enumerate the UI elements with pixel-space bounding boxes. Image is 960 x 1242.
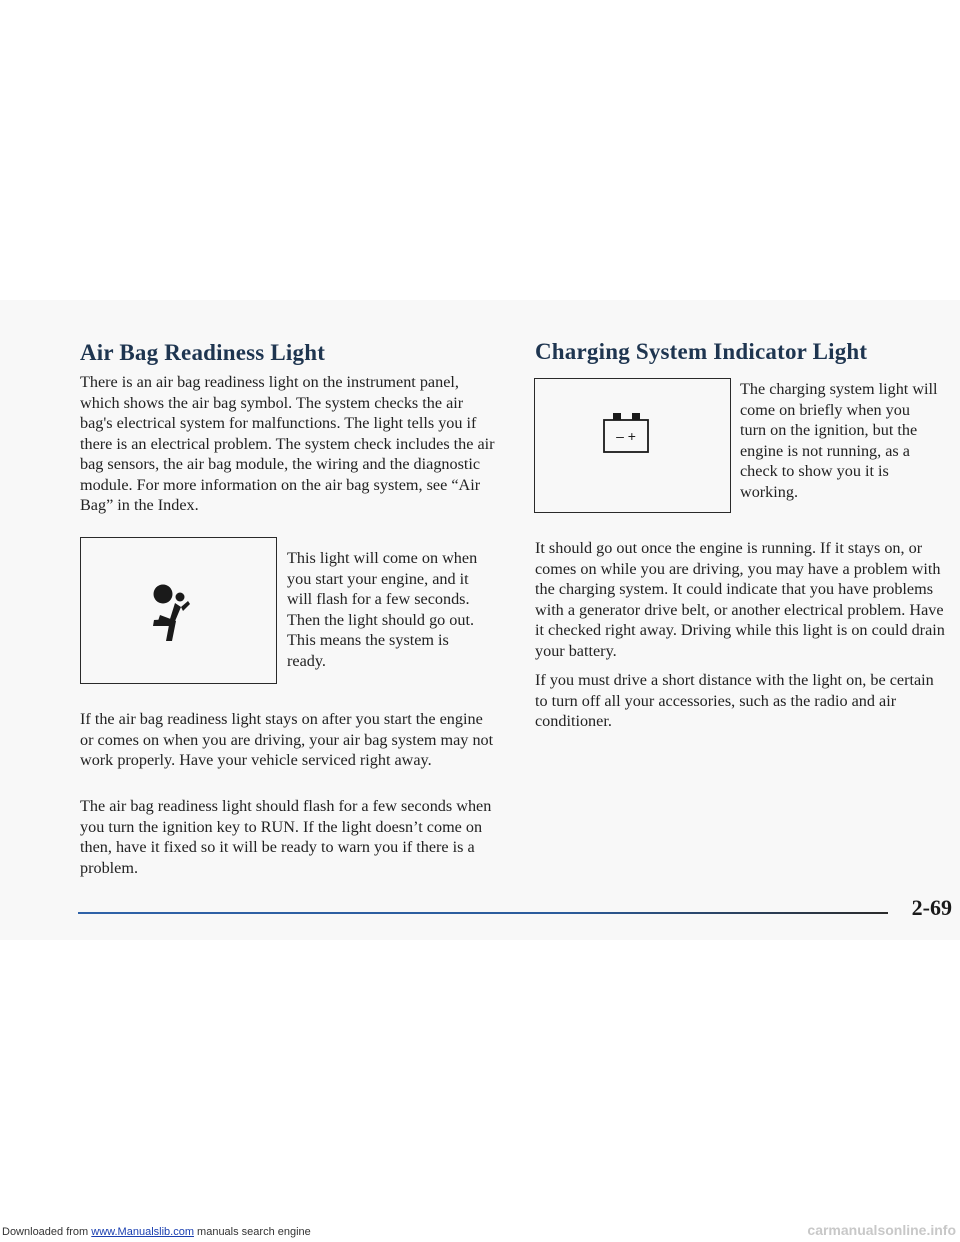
air-bag-heading: Air Bag Readiness Light (80, 340, 326, 365)
download-prefix: Downloaded from (2, 1226, 92, 1238)
air-bag-icon-box (80, 537, 277, 684)
charging-icon-caption: The charging system light will come on briefly when you turn on the ignition, but the engine is not running, as a check to show you it is working. (740, 380, 938, 501)
air-bag-para-3: The air bag readiness light should flash for a few seconds when you turn the ignition key to RUN. If the light doesn’t come on then, have it fixed so it will be ready to warn you if there is a problem. (80, 797, 492, 877)
air-bag-icon-caption: This light will come on when you start your engine, and it will flash for a few seconds. Then the light should go out. This means the system is ready. (287, 549, 478, 670)
download-footer (2, 1226, 311, 1238)
watermark: carmanualsonline.info (807, 1222, 956, 1238)
charging-para-2: If you must drive a short distance with the light on, be certain to turn off all your accessories, such as the radio and air conditioner. (535, 671, 934, 730)
charging-para-1: It should go out once the engine is running. If it stays on, or comes on while you are driving, you may have a problem with the charging system. It could indicate that you have problems with a generator drive belt, or another electrical problem. Have it checked right away. Driving while this light is on could drain your battery. (535, 539, 945, 660)
download-suffix: manuals search engine (193, 1226, 311, 1238)
charging-heading: Charging System Indicator Light (535, 339, 868, 364)
battery-icon (534, 378, 731, 513)
page-number: 2-69 (911, 895, 952, 920)
charging-icon-box (534, 378, 731, 513)
airbag-icon (80, 537, 277, 684)
footer-rule (78, 912, 888, 914)
air-bag-intro: There is an air bag readiness light on the instrument panel, which shows the air bag symbol. The system checks the air bag's electrical system for malfunctions. The light tells you if there is an electrical problem. The system check includes the air bag sensors, the air bag module, the wiring and the diagnostic module. For more information on the air bag system, see “Air Bag” in the Index. (80, 373, 495, 514)
manualslib-link[interactable]: www.Manualslib.com (91, 1226, 194, 1238)
air-bag-para-2: If the air bag readiness light stays on after you start the engine or comes on when you are driving, your air bag system may not work properly. Have your vehicle serviced right away. (80, 710, 494, 769)
battery-symbols: – + (616, 428, 636, 444)
